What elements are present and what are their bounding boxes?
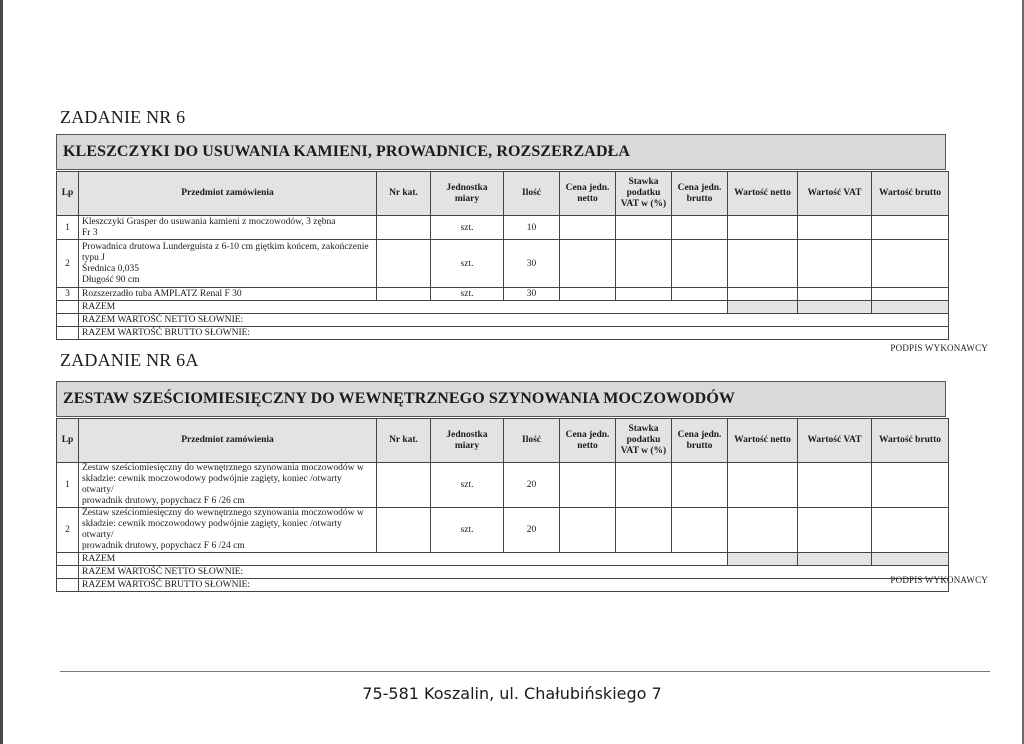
col-unit: Jednostka miary bbox=[431, 172, 504, 216]
row-qty: 10 bbox=[504, 216, 560, 240]
cell-value-net bbox=[728, 240, 798, 288]
netto-words-row bbox=[57, 314, 949, 327]
col-lp: Lp bbox=[57, 419, 79, 463]
razem-value-vat bbox=[798, 301, 872, 314]
row-item bbox=[79, 216, 377, 240]
col-price-gross: Cena jedn. brutto bbox=[672, 172, 728, 216]
col-value-net: Wartość netto bbox=[728, 172, 798, 216]
item-line: Długość 90 cm bbox=[82, 274, 140, 285]
cell-value-gross bbox=[872, 240, 949, 288]
col-qty: Ilość bbox=[504, 419, 560, 463]
footer-address: 75-581 Koszalin, ul. Chałubińskiego 7 bbox=[362, 684, 662, 703]
cell-price-gross bbox=[672, 240, 728, 288]
table-row bbox=[57, 216, 949, 240]
brutto-words-row bbox=[57, 579, 949, 592]
razem-spacer bbox=[57, 301, 79, 314]
cell-value-gross bbox=[872, 508, 949, 553]
cell-price-gross bbox=[672, 463, 728, 508]
row-item bbox=[79, 463, 377, 508]
brutto-words-spacer bbox=[57, 579, 79, 592]
cell-nr-kat bbox=[377, 463, 431, 508]
netto-words-spacer bbox=[57, 314, 79, 327]
cell-value-vat bbox=[798, 288, 872, 301]
cell-price-net bbox=[560, 288, 616, 301]
cell-price-gross bbox=[672, 216, 728, 240]
cell-vat-rate bbox=[616, 288, 672, 301]
netto-words-label: RAZEM WARTOŚĆ NETTO SŁOWNIE: bbox=[79, 314, 949, 327]
cell-value-vat bbox=[798, 463, 872, 508]
table-row bbox=[57, 463, 949, 508]
section2-title: ZESTAW SZEŚCIOMIESIĘCZNY DO WEWNĘTRZNEGO SZYNOWANIA MOCZOWODÓW bbox=[63, 390, 735, 407]
col-unit: Jednostka miary bbox=[431, 419, 504, 463]
col-qty: Ilość bbox=[504, 172, 560, 216]
item-line: Zestaw sześciomiesięczny do wewnętrznego szynowania moczowodów w bbox=[82, 508, 364, 518]
cell-price-net bbox=[560, 240, 616, 288]
row-unit: szt. bbox=[431, 463, 504, 508]
cell-value-net bbox=[728, 288, 798, 301]
cell-nr-kat bbox=[377, 216, 431, 240]
col-value-gross: Wartość brutto bbox=[872, 419, 949, 463]
cell-nr-kat bbox=[377, 508, 431, 553]
cell-value-vat bbox=[798, 240, 872, 288]
col-value-vat: Wartość VAT bbox=[798, 172, 872, 216]
razem-value-net bbox=[728, 301, 798, 314]
netto-words-label: RAZEM WARTOŚĆ NETTO SŁOWNIE: bbox=[79, 566, 949, 579]
row-lp: 3 bbox=[57, 288, 79, 301]
cell-value-vat bbox=[798, 216, 872, 240]
cell-value-gross bbox=[872, 288, 949, 301]
item-line: składzie: cewnik moczowodowy podwójnie zagięty, koniec /otwarty otwarty/ bbox=[82, 474, 342, 495]
row-unit: szt. bbox=[431, 508, 504, 553]
item-line: prowadnik drutowy, popychacz F 6 /26 cm bbox=[82, 496, 245, 506]
cell-price-net bbox=[560, 216, 616, 240]
row-qty: 20 bbox=[504, 508, 560, 553]
col-value-gross: Wartość brutto bbox=[872, 172, 949, 216]
cell-vat-rate bbox=[616, 508, 672, 553]
col-value-vat: Wartość VAT bbox=[798, 419, 872, 463]
col-lp: Lp bbox=[57, 172, 79, 216]
signature-label: PODPIS WYKONAWCY bbox=[890, 575, 988, 585]
cell-price-gross bbox=[672, 288, 728, 301]
razem-value-gross bbox=[872, 301, 949, 314]
section2-table bbox=[56, 418, 949, 592]
item-line: Zestaw sześciomiesięczny do wewnętrznego szynowania moczowodów w bbox=[82, 463, 364, 473]
row-qty: 30 bbox=[504, 288, 560, 301]
row-unit: szt. bbox=[431, 216, 504, 240]
razem-row bbox=[57, 301, 949, 314]
section1-title-banner bbox=[56, 134, 946, 170]
cell-price-gross bbox=[672, 508, 728, 553]
row-lp: 2 bbox=[57, 508, 79, 553]
brutto-words-spacer bbox=[57, 327, 79, 340]
row-qty: 30 bbox=[504, 240, 560, 288]
row-lp: 1 bbox=[57, 463, 79, 508]
section1-header-row bbox=[57, 172, 949, 216]
section1-title: KLESZCZYKI DO USUWANIA KAMIENI, PROWADNICE, ROZSZERZADŁA bbox=[63, 143, 631, 160]
razem-spacer bbox=[57, 553, 79, 566]
row-lp: 1 bbox=[57, 216, 79, 240]
col-price-gross: Cena jedn. brutto bbox=[672, 419, 728, 463]
section2-header-row bbox=[57, 419, 949, 463]
cell-value-vat bbox=[798, 508, 872, 553]
cell-value-gross bbox=[872, 216, 949, 240]
brutto-words-row bbox=[57, 327, 949, 340]
table-row bbox=[57, 240, 949, 288]
razem-row bbox=[57, 553, 949, 566]
section2-heading: ZADANIE NR 6A bbox=[60, 350, 199, 370]
netto-words-row bbox=[57, 566, 949, 579]
razem-label: RAZEM bbox=[79, 553, 728, 566]
col-vat-rate: Stawka podatku VAT w (%) bbox=[616, 419, 672, 463]
row-unit: szt. bbox=[431, 288, 504, 301]
item-line: Kleszczyki Grasper do usuwania kamieni z moczowodów, 3 zębna bbox=[82, 216, 336, 227]
cell-vat-rate bbox=[616, 463, 672, 508]
cell-vat-rate bbox=[616, 240, 672, 288]
section1-heading: ZADANIE NR 6 bbox=[60, 107, 186, 127]
section2-title-banner bbox=[56, 381, 946, 417]
col-item: Przedmiot zamówienia bbox=[79, 172, 377, 216]
razem-value-vat bbox=[798, 553, 872, 566]
item-line: składzie: cewnik moczowodowy podwójnie zagięty, koniec /otwarty otwarty/ bbox=[82, 519, 342, 540]
table-row bbox=[57, 508, 949, 553]
row-item bbox=[79, 288, 377, 301]
row-item bbox=[79, 240, 377, 288]
col-item: Przedmiot zamówienia bbox=[79, 419, 377, 463]
brutto-words-label: RAZEM WARTOŚĆ BRUTTO SŁOWNIE: bbox=[79, 579, 949, 592]
razem-value-gross bbox=[872, 553, 949, 566]
col-value-net: Wartość netto bbox=[728, 419, 798, 463]
razem-value-net bbox=[728, 553, 798, 566]
item-line: prowadnik drutowy, popychacz F 6 /24 cm bbox=[82, 541, 245, 551]
cell-value-net bbox=[728, 216, 798, 240]
cell-price-net bbox=[560, 508, 616, 553]
cell-value-net bbox=[728, 508, 798, 553]
scan-edge-left bbox=[0, 0, 3, 744]
brutto-words-label: RAZEM WARTOŚĆ BRUTTO SŁOWNIE: bbox=[79, 327, 949, 340]
item-line: typu J bbox=[82, 252, 105, 263]
col-nr-kat: Nr kat. bbox=[377, 172, 431, 216]
cell-nr-kat bbox=[377, 288, 431, 301]
section1-table bbox=[56, 171, 949, 340]
row-unit: szt. bbox=[431, 240, 504, 288]
cell-value-gross bbox=[872, 463, 949, 508]
item-line: Średnica 0,035 bbox=[82, 263, 139, 274]
netto-words-spacer bbox=[57, 566, 79, 579]
item-line: Prowadnica drutowa Lunderguista z 6-10 cm giętkim końcem, zakończenie bbox=[82, 241, 369, 252]
item-line: Rozszerzadło tuba AMPLATZ Renal F 30 bbox=[82, 288, 242, 299]
cell-nr-kat bbox=[377, 240, 431, 288]
col-nr-kat: Nr kat. bbox=[377, 419, 431, 463]
row-lp: 2 bbox=[57, 240, 79, 288]
col-vat-rate: Stawka podatku VAT w (%) bbox=[616, 172, 672, 216]
table-row bbox=[57, 288, 949, 301]
footer-divider bbox=[60, 671, 990, 672]
col-price-net: Cena jedn. netto bbox=[560, 419, 616, 463]
item-line: Fr 3 bbox=[82, 227, 98, 238]
col-price-net: Cena jedn. netto bbox=[560, 172, 616, 216]
row-item bbox=[79, 508, 377, 553]
cell-price-net bbox=[560, 463, 616, 508]
signature-label: PODPIS WYKONAWCY bbox=[890, 343, 988, 353]
row-qty: 20 bbox=[504, 463, 560, 508]
razem-label: RAZEM bbox=[79, 301, 728, 314]
cell-vat-rate bbox=[616, 216, 672, 240]
cell-value-net bbox=[728, 463, 798, 508]
